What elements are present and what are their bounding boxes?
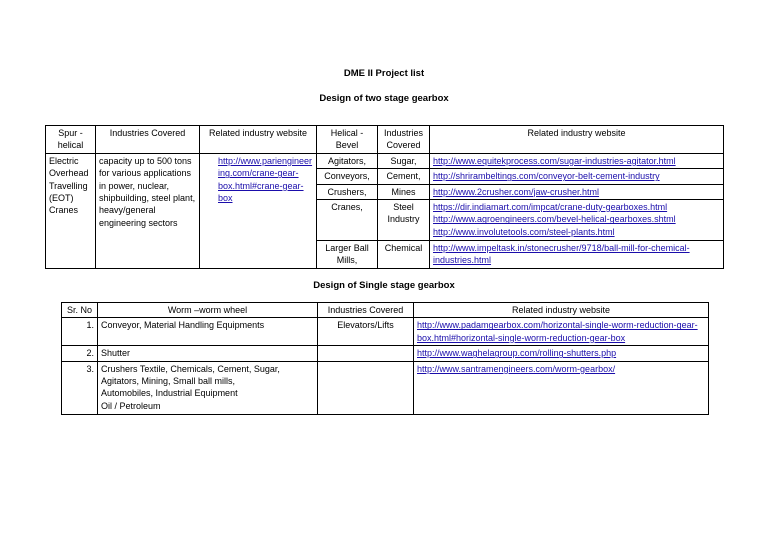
two-stage-header-row [46, 126, 724, 154]
bevel-url-cell [430, 241, 724, 269]
table-row [62, 361, 709, 414]
worm-application-line: Agitators, Mining, Small ball mills, [101, 376, 236, 387]
website-link[interactable]: http://www.santramengineers.com/worm-gearbox/ [417, 363, 616, 374]
bevel-url-link[interactable]: http://www.equitekprocess.com/sugar-industries-agitator.html [433, 155, 676, 166]
worm-application: Conveyor, Material Handling Equipments [98, 318, 318, 346]
bevel-url-link[interactable]: http://www.involutetools.com/steel-plants.html [433, 226, 615, 237]
bevel-application: Crushers, [317, 184, 378, 199]
header-sr-no: Sr. No [62, 303, 98, 318]
header-spur-helical: Spur - helical [46, 126, 96, 154]
single-stage-header-row [62, 303, 709, 318]
header-website: Related industry website [200, 126, 317, 154]
table-row [46, 153, 724, 168]
single-stage-heading: Design of Single stage gearbox [313, 280, 455, 291]
bevel-application: Agitators, [317, 153, 378, 168]
header-helical-bevel: Helical - Bevel [317, 126, 378, 154]
table-row [62, 318, 709, 346]
sr-no: 2. [62, 346, 98, 361]
worm-application-line: Automobiles, Industrial Equipment [101, 388, 238, 399]
industries-covered: Elevators/Lifts [318, 318, 414, 346]
sr-no: 1. [62, 318, 98, 346]
bevel-url-link[interactable]: http://www.agroengineers.com/bevel-helical-gearboxes.shtml [433, 214, 676, 225]
header-website-2: Related industry website [430, 126, 724, 154]
bevel-industry: Chemical [378, 241, 430, 269]
bevel-application: Conveyors, [317, 169, 378, 184]
bevel-url-link[interactable]: https://dir.indiamart.com/impcat/crane-duty-gearboxes.html [433, 202, 668, 213]
single-stage-table [61, 302, 709, 415]
header-industries-2: Industries Covered [378, 126, 430, 154]
worm-application: Shutter [98, 346, 318, 361]
header-related-website: Related industry website [414, 303, 709, 318]
bevel-url-link[interactable]: http://www.impeltask.in/stonecrusher/9718/ball-mill-for-chemical-industries.html [433, 243, 690, 266]
bevel-url-cell [430, 184, 724, 199]
spur-website-cell [200, 153, 317, 268]
bevel-application: Larger Ball Mills, [317, 241, 378, 269]
bevel-url-cell [430, 153, 724, 168]
sr-no: 3. [62, 361, 98, 414]
website-link[interactable]: http://www.waghelagroup.com/rolling-shutters.php [417, 348, 617, 359]
header-worm-wheel: Worm –worm wheel [98, 303, 318, 318]
header-industries: Industries Covered [96, 126, 200, 154]
spur-industries-covered: capacity up to 500 tons for various applications in power, nuclear, shipbuilding, steel plant, heavy/general engineering sectors [96, 153, 200, 268]
bevel-application: Cranes, [317, 200, 378, 241]
header-industries-covered: Industries Covered [318, 303, 414, 318]
spur-website-link[interactable]: http://www.pariengineering.com/crane-gear-box.html#crane-gear-box [218, 155, 313, 204]
worm-application-line: Oil / Petroleum [101, 400, 161, 411]
industries-covered [318, 361, 414, 414]
two-stage-heading: Design of two stage gearbox [319, 93, 449, 104]
bevel-industry: Steel Industry [378, 200, 430, 241]
bevel-industry: Sugar, [378, 153, 430, 168]
bevel-url-link[interactable]: http://www.2crusher.com/jaw-crusher.html [433, 186, 600, 197]
bevel-url-cell [430, 200, 724, 241]
table-row [62, 346, 709, 361]
worm-application [98, 361, 318, 414]
website-cell [414, 361, 709, 414]
website-cell [414, 318, 709, 346]
website-cell [414, 346, 709, 361]
worm-application-line: Crushers Textile, Chemicals, Cement, Sugar, [101, 363, 280, 374]
spur-helical-application: Electric Overhead Travelling (EOT) Cranes [46, 153, 96, 268]
two-stage-table [45, 125, 724, 269]
bevel-industry: Cement, [378, 169, 430, 184]
bevel-url-cell [430, 169, 724, 184]
bevel-industry: Mines [378, 184, 430, 199]
website-link[interactable]: http://www.padamgearbox.com/horizontal-single-worm-reduction-gear-box.html#horizontal-single-worm-reduction-gear-box [417, 320, 698, 343]
bevel-url-link[interactable]: http://shrirambeltings.com/conveyor-belt-cement-industry [433, 171, 660, 182]
industries-covered [318, 346, 414, 361]
document-title: DME II Project list [343, 68, 425, 79]
